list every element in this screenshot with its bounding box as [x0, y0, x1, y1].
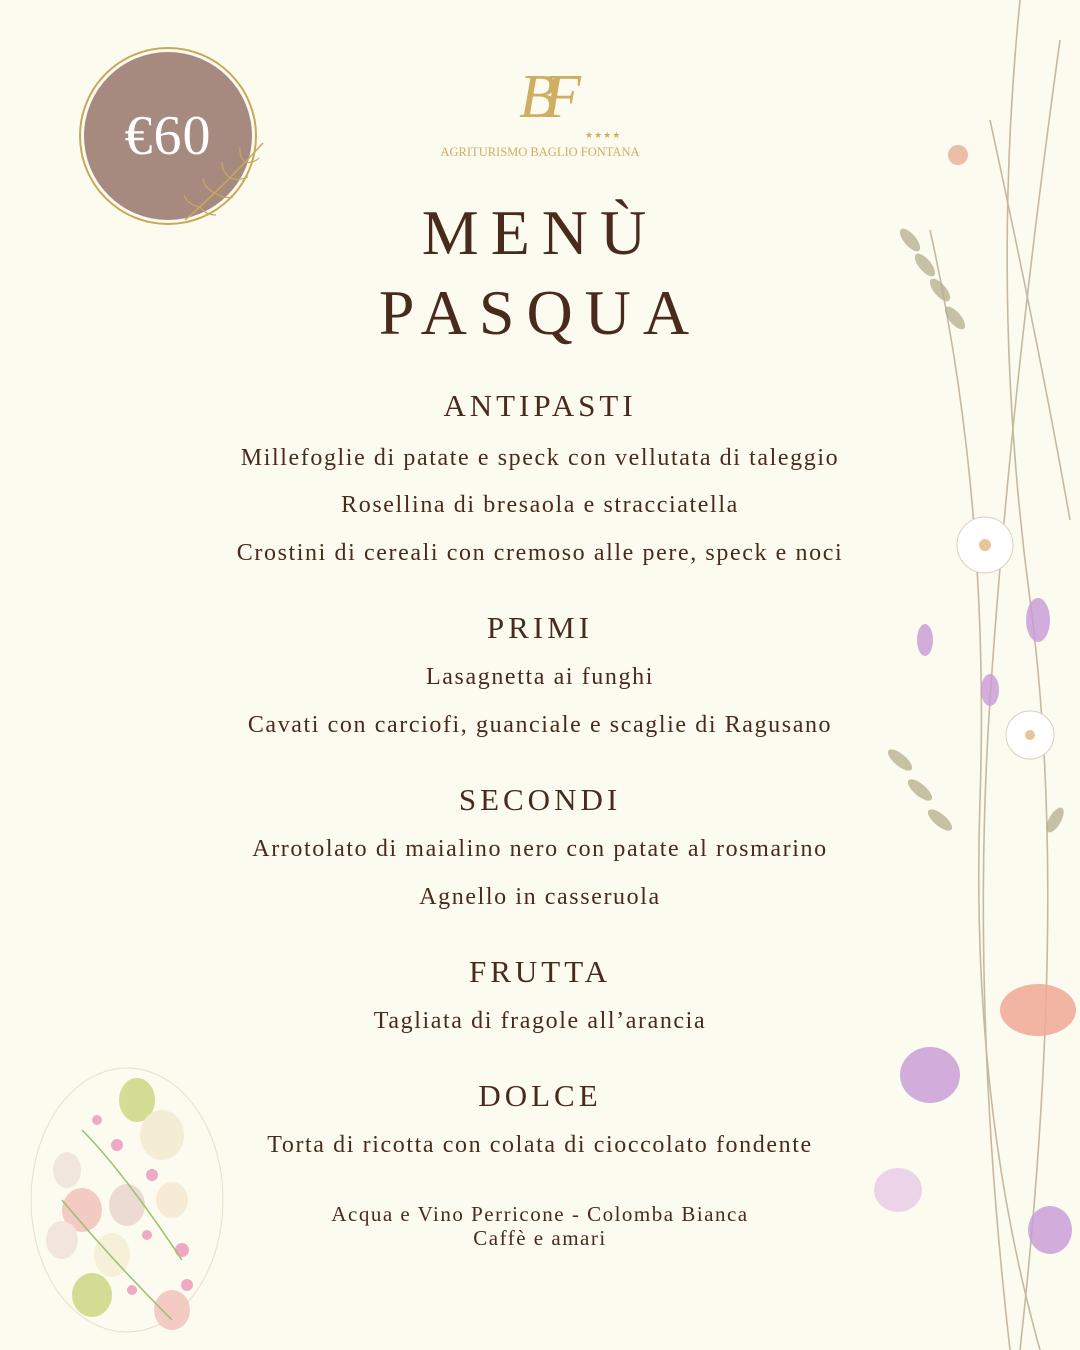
dish-item: Lasagnetta ai funghi [426, 664, 654, 690]
dish-item: Agnello in casseruola [419, 884, 661, 910]
dish-item: Millefoglie di patate e speck con vellutata di taleggio [240, 445, 840, 471]
footer-drinks: Acqua e Vino Perricone - Colomba Bianca [331, 1202, 749, 1226]
section-title-dolce: DOLCE [478, 1078, 602, 1113]
dish-item: Tagliata di fragole all’arancia [373, 1008, 707, 1034]
price-text: €60 [124, 105, 212, 167]
easter-egg-illustration-icon [22, 1060, 232, 1340]
logo-name: AGRITURISMO BAGLIO FONTANA [440, 145, 640, 159]
page-title-line-2: PASQUA [378, 277, 702, 348]
section-title-antipasti: ANTIPASTI [443, 388, 637, 423]
page-title-line-1: MENÙ [421, 197, 659, 268]
footer-coffee: Caffè e amari [473, 1226, 607, 1250]
dish-item: Rosellina di bresaola e stracciatella [341, 492, 739, 518]
section-title-primi: PRIMI [486, 610, 594, 645]
floral-decoration-icon [870, 0, 1080, 1350]
logo [420, 55, 660, 165]
dish-item: Cavati con carciofi, guanciale e scaglie di Ragusano [247, 712, 833, 738]
section-title-secondi: SECONDI [458, 782, 622, 817]
logo-monogram: BF [519, 63, 567, 131]
logo-stars: ★★★★ [585, 131, 622, 141]
dish-item: Arrotolato di maialino nero con patate al rosmarino [252, 836, 828, 862]
section-title-frutta: FRUTTA [468, 954, 612, 989]
dish-item: Crostini di cereali con cremoso alle pere, speck e noci [236, 540, 844, 566]
dish-item: Torta di ricotta con colata di cioccolato fondente [267, 1132, 813, 1158]
